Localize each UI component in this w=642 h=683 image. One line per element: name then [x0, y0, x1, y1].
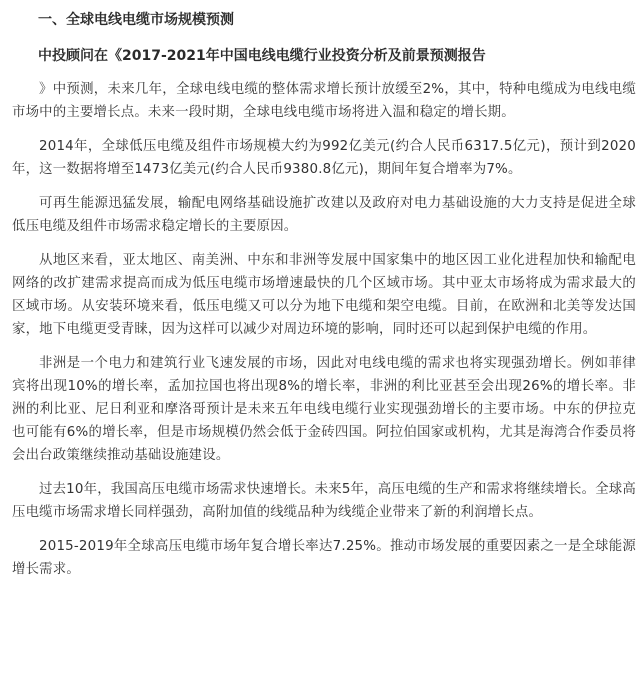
- paragraph-forecast-intro: 》中预测，未来几年，全球电线电缆的整体需求增长预计放缓至2%，其中，特种电缆成为电线电缆市场中的主要增长点。未来一段时期，全球电线电缆市场将进入温和稳定的增长期。: [12, 82, 636, 120]
- paragraph-growth-drivers: 可再生能源迅猛发展，输配电网络基础设施扩改建以及政府对电力基础设施的大力支持是促进全球低压电缆及组件市场需求稳定增长的主要原因。: [12, 196, 636, 234]
- report-title: 中投顾问在《2017-2021年中国电线电缆行业投资分析及前景预测报告: [38, 48, 486, 64]
- paragraph-low-voltage-market-size: 2014年，全球低压电缆及组件市场规模大约为992亿美元(约合人民币6317.5亿元)，预计到2020年，这一数据将增至1473亿美元(约合人民币9380.8亿元)，期间年复合增率为7%。: [12, 139, 636, 177]
- paragraph-high-voltage-demand: 过去10年，我国高压电缆市场需求快速增长。未来5年，高压电缆的生产和需求将继续增长。全球高压电缆市场需求增长同样强劲，高附加值的线缆品种为线缆企业带来了新的利润增长点。: [12, 482, 636, 520]
- section-heading: 一、全球电线电缆市场规模预测: [38, 12, 234, 28]
- paragraph-regional-analysis: 从地区来看，亚太地区、南美洲、中东和非洲等发展中国家集中的地区因工业化进程加快和输配电网络的改扩建需求提高而成为低压电缆市场增速最快的几个区域市场。其中亚太市场将成为需求最大的区域市场。从安装环境来看，低压电缆又可以分为地下电缆和架空电缆。目前，在欧洲和北美等发达国家，地下电缆更受青睐，因为这样可以减少对周边环境的影响，同时还可以起到保护电缆的作用。: [12, 253, 636, 337]
- paragraph-africa-middle-east: 非洲是一个电力和建筑行业飞速发展的市场，因此对电线电缆的需求也将实现强劲增长。例如菲律宾将出现10%的增长率，孟加拉国也将出现8%的增长率，非洲的利比亚甚至会出现26%的增长率。非洲的利比亚、尼日利亚和摩洛哥预计是未来五年电线电缆行业实现强劲增长的主要市场。中东的伊拉克也可能有6%的增长率，但是市场规模仍然会低于金砖四国。阿拉伯国家或机构，尤其是海湾合作委员将会出台政策继续推动基础设施建设。: [12, 356, 636, 463]
- paragraph-high-voltage-cagr: 2015-2019年全球高压电缆市场年复合增长率达7.25%。推动市场发展的重要因素之一是全球能源增长需求。: [12, 539, 636, 577]
